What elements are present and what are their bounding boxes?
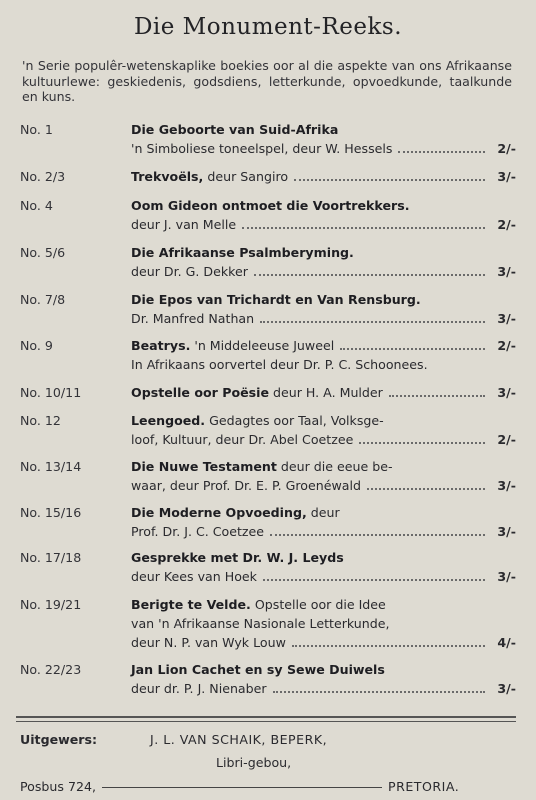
- entry-line: [131, 522, 516, 541]
- entry-text: In Afrikaans oorvertel deur Dr. P. C. Schoonees.: [131, 357, 428, 372]
- price: 2/-: [497, 338, 516, 353]
- entry-line: [131, 660, 516, 679]
- entry-number: No. 4: [20, 198, 53, 213]
- entry-title: Trekvoëls,: [131, 169, 204, 184]
- entry-number: No. 5/6: [20, 245, 66, 260]
- entry-body: [131, 595, 516, 652]
- price: 3/-: [497, 524, 516, 539]
- entry-text: van 'n Afrikaanse Nasionale Letterkunde,: [131, 616, 390, 631]
- divider-rule: [16, 716, 516, 718]
- entry-text: deur: [306, 505, 340, 520]
- entry-title: Die Moderne Opvoeding,: [131, 505, 307, 520]
- entry-text: 'n Simboliese toneelspel, deur W. Hessels: [131, 141, 393, 156]
- entry-line: [131, 679, 516, 698]
- entry-text: deur Kees van Hoek: [131, 569, 257, 584]
- entry-line: [131, 355, 516, 374]
- entry-line: [131, 243, 516, 262]
- leader-dots: [389, 391, 486, 397]
- entry-title: Beatrys.: [131, 338, 191, 353]
- entry-title: Die Geboorte van Suid-Afrika: [131, 122, 339, 137]
- entry-line: [131, 309, 516, 328]
- page-title: Die Monument-Reeks.: [133, 14, 403, 40]
- entry-body: [131, 196, 516, 234]
- entry-line: [131, 290, 516, 309]
- entry-body: [131, 457, 516, 495]
- entry-number: No. 19/21: [20, 597, 82, 612]
- entry-text: Opstelle oor die Idee: [250, 597, 386, 612]
- leader-dots: [367, 484, 485, 490]
- entry-line: [131, 503, 516, 522]
- entry-number: No. 1: [20, 122, 53, 137]
- po-box: Posbus 724,: [20, 779, 96, 794]
- price: 3/-: [497, 569, 516, 584]
- price: 3/-: [497, 264, 516, 279]
- entry-text: deur N. P. van Wyk Louw: [131, 635, 286, 650]
- entry-line: [131, 411, 516, 430]
- entry-text: deur die eeue be-: [276, 459, 393, 474]
- price: 3/-: [497, 478, 516, 493]
- leader-dots: [292, 641, 486, 647]
- price: 2/-: [497, 217, 516, 232]
- leader-dots: [254, 270, 486, 276]
- entry-line: [131, 430, 516, 449]
- intro-paragraph: 'n Serie populêr-wetenskaplike boekies oor al die aspekte van ons Afrikaanse kultuurlewe: geskiedenis, godsdiens, letterkunde, opvoedkunde, taalkunde en kuns.: [22, 58, 512, 104]
- entry-line: [131, 120, 516, 139]
- entry-title: Berigte te Velde.: [131, 597, 251, 612]
- city-name: PRETORIA.: [388, 779, 460, 794]
- entry-number: No. 22/23: [20, 662, 82, 677]
- entry-body: [131, 243, 516, 281]
- price: 3/-: [497, 311, 516, 326]
- entry-title: Oom Gideon ontmoet die Voortrekkers.: [131, 198, 410, 213]
- entry-line: [131, 595, 516, 614]
- entry-line: [131, 476, 516, 495]
- entry-text: Dr. Manfred Nathan: [131, 311, 255, 326]
- entry-text: deur J. van Melle: [131, 217, 237, 232]
- leader-dots: [398, 147, 485, 153]
- entry-text: loof, Kultuur, deur Dr. Abel Coetzee: [131, 432, 354, 447]
- entry-title: Gesprekke met Dr. W. J. Leyds: [131, 550, 344, 565]
- leader-dots: [359, 438, 485, 444]
- entry-text: Gedagtes oor Taal, Volksge-: [205, 413, 384, 428]
- publisher-label: Uitgewers:: [20, 732, 98, 747]
- entry-title: Opstelle oor Poësie: [131, 385, 270, 400]
- entry-body: [131, 411, 516, 449]
- entry-text: deur Dr. G. Dekker: [131, 264, 248, 279]
- leader-dots: [294, 175, 485, 181]
- address-line: [20, 779, 516, 794]
- entry-body: [131, 290, 516, 328]
- entry-body: [131, 503, 516, 541]
- price: 3/-: [497, 169, 516, 184]
- entry-line: [131, 457, 516, 476]
- entry-number: No. 17/18: [20, 550, 82, 565]
- leader-dots: [263, 575, 485, 581]
- divider-rule: [16, 721, 516, 722]
- entry-body: [131, 336, 516, 374]
- leader-dots: [270, 530, 485, 536]
- leader-dots: [273, 687, 486, 693]
- leader-dots: [340, 344, 485, 350]
- price: 3/-: [497, 385, 516, 400]
- entry-number: No. 15/16: [20, 505, 82, 520]
- entry-number: No. 7/8: [20, 292, 66, 307]
- entry-line: [131, 383, 516, 402]
- entry-line: [131, 548, 516, 567]
- entry-line: [131, 215, 516, 234]
- price: 2/-: [497, 141, 516, 156]
- price: 3/-: [497, 681, 516, 696]
- entry-body: [131, 548, 516, 586]
- entry-title: Die Afrikaanse Psalmberyming.: [131, 245, 354, 260]
- price: 4/-: [497, 635, 516, 650]
- entry-body: [131, 383, 516, 402]
- dash-rule: [102, 787, 382, 788]
- entry-title: Jan Lion Cachet en sy Sewe Duiwels: [131, 662, 385, 677]
- entry-title: Die Nuwe Testament: [131, 459, 277, 474]
- entry-number: No. 2/3: [20, 169, 66, 184]
- publisher-line: [20, 732, 516, 747]
- entry-body: [131, 167, 516, 186]
- entry-text: deur dr. P. J. Nienaber: [131, 681, 267, 696]
- entry-number: No. 12: [20, 413, 61, 428]
- entry-body: [131, 120, 516, 158]
- entry-line: [131, 139, 516, 158]
- entry-title: Leengoed.: [131, 413, 206, 428]
- entry-text: Prof. Dr. J. C. Coetzee: [131, 524, 265, 539]
- entry-line: [131, 633, 516, 652]
- entry-line: [131, 167, 516, 186]
- entry-line: [131, 567, 516, 586]
- leader-dots: [242, 223, 485, 229]
- entry-body: [131, 660, 516, 698]
- entry-line: [131, 614, 516, 633]
- leader-dots: [260, 317, 485, 323]
- publisher-name: J. L. VAN SCHAIK, BEPERK,: [150, 732, 328, 747]
- entry-number: No. 10/11: [20, 385, 82, 400]
- entry-line: [131, 196, 516, 215]
- entry-title: Die Epos van Trichardt en Van Rensburg.: [131, 292, 421, 307]
- building-name: Libri-gebou,: [216, 755, 292, 770]
- entry-number: No. 9: [20, 338, 53, 353]
- entry-number: No. 13/14: [20, 459, 82, 474]
- entry-line: [131, 336, 516, 355]
- price: 2/-: [497, 432, 516, 447]
- entry-text: deur H. A. Mulder: [269, 385, 383, 400]
- entry-line: [131, 262, 516, 281]
- entry-text: 'n Middeleeuse Juweel: [190, 338, 335, 353]
- entry-text: deur Sangiro: [203, 169, 289, 184]
- entry-text: waar, deur Prof. Dr. E. P. Groenéwald: [131, 478, 362, 493]
